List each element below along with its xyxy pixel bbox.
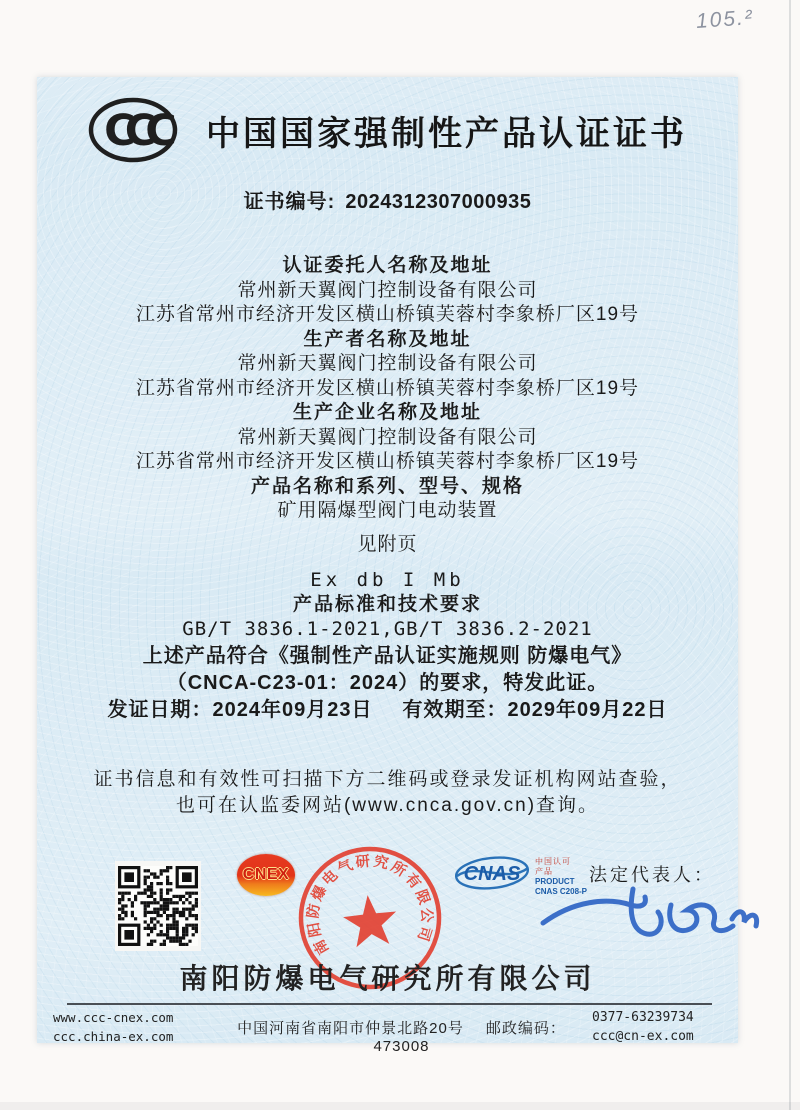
certificate-number-value: 2024312307000935 bbox=[345, 191, 532, 213]
handwritten-note: 105.² bbox=[695, 6, 755, 33]
qr-code bbox=[115, 861, 201, 951]
certificate-title: 中国国家强制性产品认证证书 bbox=[206, 114, 687, 153]
footer-email: ccc@cn-ex.com bbox=[592, 1029, 694, 1044]
cnas-side-line2: 产品 bbox=[535, 867, 553, 876]
scan-bottom-shadow bbox=[0, 1102, 800, 1110]
footer-phone: 0377-63239734 bbox=[592, 1010, 694, 1025]
verify-line1: 证书信息和有效性可扫描下方二维码或登录发证机构网站查验， bbox=[93, 769, 682, 790]
qr-code-icon bbox=[118, 866, 198, 946]
footer-postal-code: 邮政编码：473008 bbox=[373, 1020, 566, 1055]
footer-street-address: 中国河南省南阳市仲景北路20号 bbox=[237, 1020, 464, 1037]
legal-representative-label: 法定代表人： bbox=[589, 865, 715, 885]
standards-value: GB/T 3836.1-2021,GB/T 3836.2-2021 bbox=[182, 618, 593, 640]
seal-company-text: 南阳防爆电气研究所有限公司 bbox=[305, 853, 435, 957]
applicant-heading: 认证委托人名称及地址 bbox=[282, 255, 493, 276]
statement-line1: 上述产品符合《强制性产品认证实施规则 防爆电气》 bbox=[142, 645, 633, 667]
compliance-statement bbox=[37, 643, 738, 724]
applicant-name: 常州新天翼阀门控制设备有限公司 bbox=[237, 279, 538, 301]
cnas-side-line1: 中国认可 bbox=[535, 857, 571, 866]
factory-heading: 生产企业名称及地址 bbox=[292, 402, 482, 423]
svg-text:CNAS: CNAS bbox=[463, 863, 521, 885]
certificate-info-block bbox=[37, 254, 738, 642]
certificate-number-label: 证书编号: bbox=[243, 191, 336, 213]
footer-contact bbox=[592, 1008, 724, 1046]
valid-until-date: 有效期至：2029年09月22日 bbox=[402, 699, 668, 721]
footer-address bbox=[211, 1008, 592, 1055]
dates-line bbox=[37, 697, 738, 724]
attachment-note: 见附页 bbox=[357, 533, 418, 555]
verification-note bbox=[37, 767, 738, 819]
footer-url-2: ccc.china-ex.com bbox=[53, 1029, 174, 1044]
product-heading: 产品名称和系列、型号、规格 bbox=[250, 475, 524, 497]
product-name: 矿用隔爆型阀门电动装置 bbox=[277, 500, 498, 521]
cnas-side-line3: PRODUCT bbox=[535, 877, 575, 886]
footer-websites bbox=[53, 1008, 211, 1046]
certificate-header bbox=[37, 97, 738, 163]
footer bbox=[53, 1008, 724, 1055]
footer-divider bbox=[67, 1003, 712, 1005]
statement-line2: （CNCA-C23-01：2024）的要求，特发此证。 bbox=[166, 672, 609, 694]
footer-url-1: www.ccc-cnex.com bbox=[53, 1010, 174, 1025]
issue-date: 发证日期：2024年09月23日 bbox=[107, 699, 373, 721]
signature bbox=[535, 877, 770, 952]
cnex-logo-text: CNEX bbox=[242, 866, 290, 883]
cnas-side-line4: CNAS C208-P bbox=[535, 887, 588, 896]
svg-text:CCC: CCC bbox=[104, 106, 166, 156]
producer-heading: 生产者名称及地址 bbox=[303, 328, 472, 350]
producer-address: 江苏省常州市经济开发区横山桥镇芙蓉村李象桥厂区19号 bbox=[135, 377, 640, 399]
verify-line2: 也可在认监委网站(www.cnca.gov.cn)查询。 bbox=[175, 795, 600, 816]
certificate-number-line bbox=[37, 185, 738, 214]
producer-name: 常州新天翼阀门控制设备有限公司 bbox=[237, 353, 538, 374]
factory-address: 江苏省常州市经济开发区横山桥镇芙蓉村李象桥厂区19号 bbox=[135, 451, 640, 472]
ex-marking: Ex db I Mb bbox=[310, 569, 465, 591]
cnas-logo-icon bbox=[453, 853, 531, 895]
certificate-paper bbox=[37, 77, 738, 1055]
standards-heading: 产品标准和技术要求 bbox=[292, 593, 482, 615]
scan-edge-line bbox=[789, 0, 791, 1110]
issuer-company-name: 南阳防爆电气研究所有限公司 bbox=[179, 963, 596, 994]
seal-star-icon bbox=[341, 892, 399, 948]
factory-name: 常州新天翼阀门控制设备有限公司 bbox=[237, 426, 538, 448]
applicant-address: 江苏省常州市经济开发区横山桥镇芙蓉村李象桥厂区19号 bbox=[135, 304, 640, 325]
ccc-mark-icon bbox=[88, 97, 178, 163]
cnex-logo bbox=[237, 854, 295, 896]
